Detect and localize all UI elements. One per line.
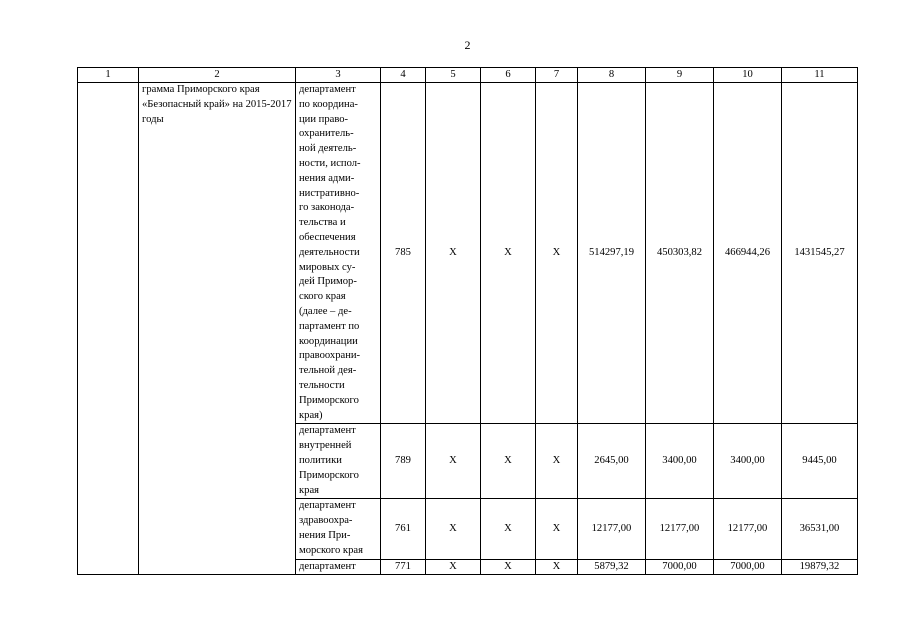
department-line: департамент: [299, 500, 356, 512]
amount-cell: 7000,00: [646, 559, 714, 574]
code-cell: 785: [381, 83, 426, 424]
column-number: 8: [578, 68, 646, 83]
x-mark-cell: Х: [536, 83, 578, 424]
department-line: ского края: [299, 291, 346, 303]
department-line: департамент: [299, 425, 356, 437]
total-amount-cell: 1431545,27: [782, 83, 858, 424]
amount-cell: 514297,19: [578, 83, 646, 424]
department-line: правоохрани-: [299, 350, 361, 362]
department-line: тельности: [299, 379, 345, 391]
x-mark-cell: Х: [481, 83, 536, 424]
column-number: 5: [426, 68, 481, 83]
department-line: по координа-: [299, 98, 358, 110]
department-cell: [296, 424, 381, 499]
department-line: обеспечения: [299, 231, 356, 243]
department-cell: [296, 83, 381, 424]
department-line: (далее – де-: [299, 305, 352, 317]
department-line: края): [299, 409, 323, 421]
department-line: партамент по: [299, 320, 360, 332]
x-mark-cell: Х: [426, 83, 481, 424]
amount-cell: 12177,00: [646, 499, 714, 559]
column-number: 9: [646, 68, 714, 83]
program-name-cell: грамма Приморского края «Безопасный край» на 2015-2017 годы: [139, 83, 296, 575]
column-number: 4: [381, 68, 426, 83]
department-line: Приморского: [299, 469, 359, 481]
empty-cell: [78, 83, 139, 575]
department-line: деятельности: [299, 246, 360, 258]
department-line: политики: [299, 454, 342, 466]
amount-cell: 2645,00: [578, 424, 646, 499]
department-line: нистративно-: [299, 187, 360, 199]
x-mark-cell: Х: [481, 499, 536, 559]
x-mark-cell: Х: [481, 559, 536, 574]
column-number: 10: [714, 68, 782, 83]
column-number: 7: [536, 68, 578, 83]
code-cell: 761: [381, 499, 426, 559]
department-line: департамент: [299, 84, 356, 95]
x-mark-cell: Х: [426, 499, 481, 559]
department-line: тельной дея-: [299, 365, 357, 377]
amount-cell: 3400,00: [714, 424, 782, 499]
department-line: координации: [299, 335, 358, 347]
column-number: 3: [296, 68, 381, 83]
total-amount-cell: 36531,00: [782, 499, 858, 559]
amount-cell: 5879,32: [578, 559, 646, 574]
column-number: 11: [782, 68, 858, 83]
department-line: ции право-: [299, 113, 349, 125]
department-line: ной деятель-: [299, 143, 357, 155]
amount-cell: 7000,00: [714, 559, 782, 574]
column-number-row: [78, 68, 858, 83]
code-cell: 771: [381, 559, 426, 574]
amount-cell: 3400,00: [646, 424, 714, 499]
total-amount-cell: 9445,00: [782, 424, 858, 499]
department-line: тельства и: [299, 217, 346, 229]
x-mark-cell: Х: [536, 424, 578, 499]
department-line: морского края: [299, 544, 363, 556]
x-mark-cell: Х: [536, 499, 578, 559]
department-line: здравоохра-: [299, 515, 353, 527]
department-line: дей Примор-: [299, 276, 357, 288]
code-cell: 789: [381, 424, 426, 499]
total-amount-cell: 19879,32: [782, 559, 858, 574]
column-number: 2: [139, 68, 296, 83]
x-mark-cell: Х: [426, 559, 481, 574]
department-line: ности, испол-: [299, 157, 361, 169]
column-number: 1: [78, 68, 139, 83]
department-line: охранитель-: [299, 128, 354, 140]
amount-cell: 450303,82: [646, 83, 714, 424]
department-line: мировых су-: [299, 261, 356, 273]
x-mark-cell: Х: [481, 424, 536, 499]
budget-table: [77, 67, 858, 575]
amount-cell: 466944,26: [714, 83, 782, 424]
x-mark-cell: Х: [426, 424, 481, 499]
department-line: внутренней: [299, 440, 352, 452]
department-line: Приморского: [299, 394, 359, 406]
x-mark-cell: Х: [536, 559, 578, 574]
department-cell: [296, 499, 381, 559]
department-cell: [296, 559, 381, 574]
amount-cell: 12177,00: [578, 499, 646, 559]
department-line: нения При-: [299, 529, 351, 541]
department-line: края: [299, 484, 320, 496]
department-line: го законода-: [299, 202, 355, 214]
amount-cell: 12177,00: [714, 499, 782, 559]
page-number: 2: [464, 38, 471, 52]
column-number: 6: [481, 68, 536, 83]
table-row: [78, 83, 858, 424]
department-line: департамент: [299, 560, 356, 572]
department-line: нения адми-: [299, 172, 355, 184]
